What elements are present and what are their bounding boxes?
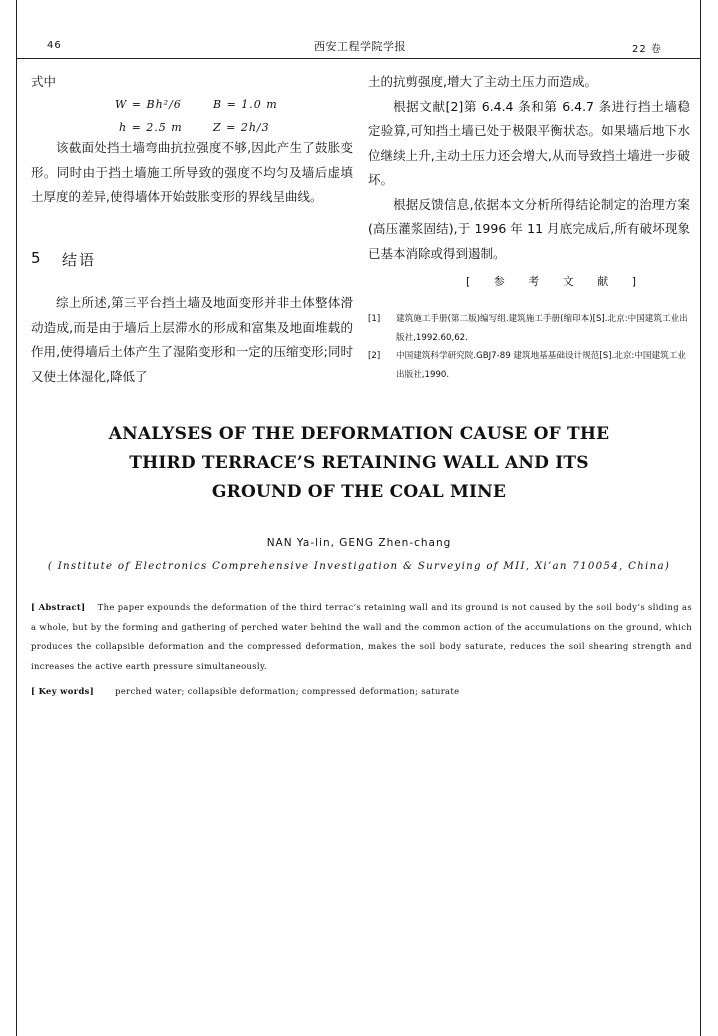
formula-w: W = Bh²/6 (115, 98, 182, 111)
keywords-block (31, 682, 692, 702)
left-paragraph-1-block (31, 136, 353, 210)
right-margin-rule (700, 0, 701, 1036)
references-heading: [ 参 考 文 献 ] (466, 275, 647, 288)
abstract-block (31, 598, 692, 676)
right-paragraph-3: 根据反馈信息,依据本文分析所得结论制定的治理方案(高压灌浆固结),于 1996 年 11 月底完成后,所有破坏现象已基本消除或得到遏制。 (368, 196, 690, 261)
abstract-label: [ Abstract] (31, 602, 86, 612)
affiliation: ( Institute of Electronics Comprehensive Investigation & Surveying of MII, Xi’an 710054, China) (47, 561, 671, 572)
reference-text: 中国建筑科学研究院.GBJ7-89 建筑地基基础设计规范[S].北京:中国建筑工业出版社,1990. (396, 351, 686, 380)
header-rule (16, 58, 701, 59)
reference-item (368, 347, 693, 385)
left-column (31, 70, 353, 95)
section-number: 5 (31, 249, 43, 267)
keywords-label: [ Key words] (31, 686, 95, 696)
abstract-text: The paper expounds the deformation of the third terrac’s retaining wall and its ground is not caused by the soil body’s sliding as a whole, but by the forming and gathering of perched water behind the wall and the common action of the accumulations on the ground, which produces the collapsible deformation and the compressed deformation, makes the soil body saturate, reduces the soil shearing strength and increases the active earth pressure simultaneously. (31, 602, 692, 671)
formula-b: B = 1.0 m (213, 98, 278, 111)
left-paragraph-2: 综上所述,第三平台挡土墙及地面变形并非土体整体滑动造成,而是由于墙后上层滞水的形成和富集及地面堆载的作用,使得墙后土体产生了湿陷变形和一定的压缩变形;同时又使土体湿化,降低了 (31, 295, 353, 384)
authors: NAN Ya-lin, GENG Zhen-chang (266, 537, 452, 549)
formula-z: Z = 2h/3 (213, 121, 270, 134)
reference-number: [1] (368, 314, 381, 324)
left-paragraph-2-block (31, 291, 353, 389)
left-margin-rule (16, 0, 17, 1036)
reference-item (368, 310, 693, 348)
section-title: 结语 (62, 251, 97, 269)
right-paragraph-1: 土的抗剪强度,增大了主动土压力而造成。 (368, 74, 597, 89)
formula-lead: 式中 (31, 74, 57, 89)
english-title-line-2: THIRD TERRACE’S RETAINING WALL AND ITS (129, 453, 589, 473)
left-paragraph-1: 该截面处挡土墙弯曲抗拉强度不够,因此产生了鼓胀变形。同时由于挡土墙施工所导致的强度不均匀及墙后虚填土厚度的差异,使得墙体开始鼓胀变形的界线呈曲线。 (31, 140, 353, 204)
reference-number: [2] (368, 351, 381, 361)
english-title-line-1: ANALYSES OF THE DEFORMATION CAUSE OF THE (108, 424, 610, 444)
right-paragraph-2: 根据文献[2]第 6.4.4 条和第 6.4.7 条进行挡土墙稳定验算,可知挡土墙已处于极限平衡状态。如果墙后地下水位继续上升,主动土压力还会增大,从而导致挡土墙进一步破坏。 (368, 98, 690, 187)
english-title-line-3: GROUND OF THE COAL MINE (211, 482, 507, 502)
volume-label: 22 卷 (632, 44, 662, 55)
right-column (368, 70, 690, 266)
formula-h: h = 2.5 m (119, 121, 183, 134)
journal-name: 西安工程学院学报 (314, 40, 406, 53)
reference-text: 建筑施工手册(第二版)编写组.建筑施工手册(缩印本)[S].北京:中国建筑工业出版社,1992.60,62. (396, 314, 688, 343)
page-number: 46 (47, 40, 62, 51)
keywords-text: perched water; collapsible deformation; compressed deformation; saturate (115, 686, 460, 696)
